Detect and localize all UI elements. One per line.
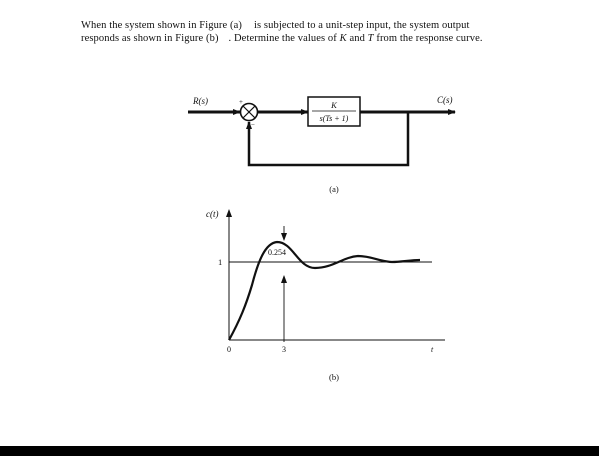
variable-t: T	[367, 33, 374, 44]
problem-text: . Determine the values of	[228, 33, 337, 44]
overshoot-label: 0.254	[268, 248, 286, 257]
block-diagram	[188, 95, 455, 194]
sum-plus-sign: +	[239, 98, 243, 106]
bottom-bar	[0, 446, 599, 456]
problem-text: responds as shown in Figure (b)	[81, 33, 219, 44]
output-label: C(s)	[437, 95, 453, 105]
sum-minus-sign: −	[251, 121, 255, 129]
input-label: R(s)	[193, 96, 208, 106]
y-axis-label: c(t)	[206, 209, 219, 219]
figure-ref-a: (a)	[230, 20, 242, 31]
response-plot	[206, 209, 445, 382]
variable-k: K	[339, 33, 347, 44]
y-tick-one: 1	[218, 257, 223, 267]
origin-label: 0	[227, 345, 231, 354]
peak-time-label: 3	[282, 345, 286, 354]
tf-denominator: s(Ts + 1)	[319, 114, 349, 123]
problem-text: When the system shown in Figure	[81, 20, 228, 31]
x-axis-label: t	[431, 345, 434, 354]
problem-text: and	[349, 33, 365, 44]
transfer-function-block	[308, 97, 360, 126]
tf-numerator: K	[331, 100, 337, 110]
problem-text: from the response curve.	[376, 33, 483, 44]
response-curve	[229, 242, 420, 340]
caption-a: (a)	[329, 184, 339, 194]
caption-b: (b)	[329, 372, 339, 382]
problem-text: is subjected to a unit-step input, the system output	[254, 20, 470, 31]
